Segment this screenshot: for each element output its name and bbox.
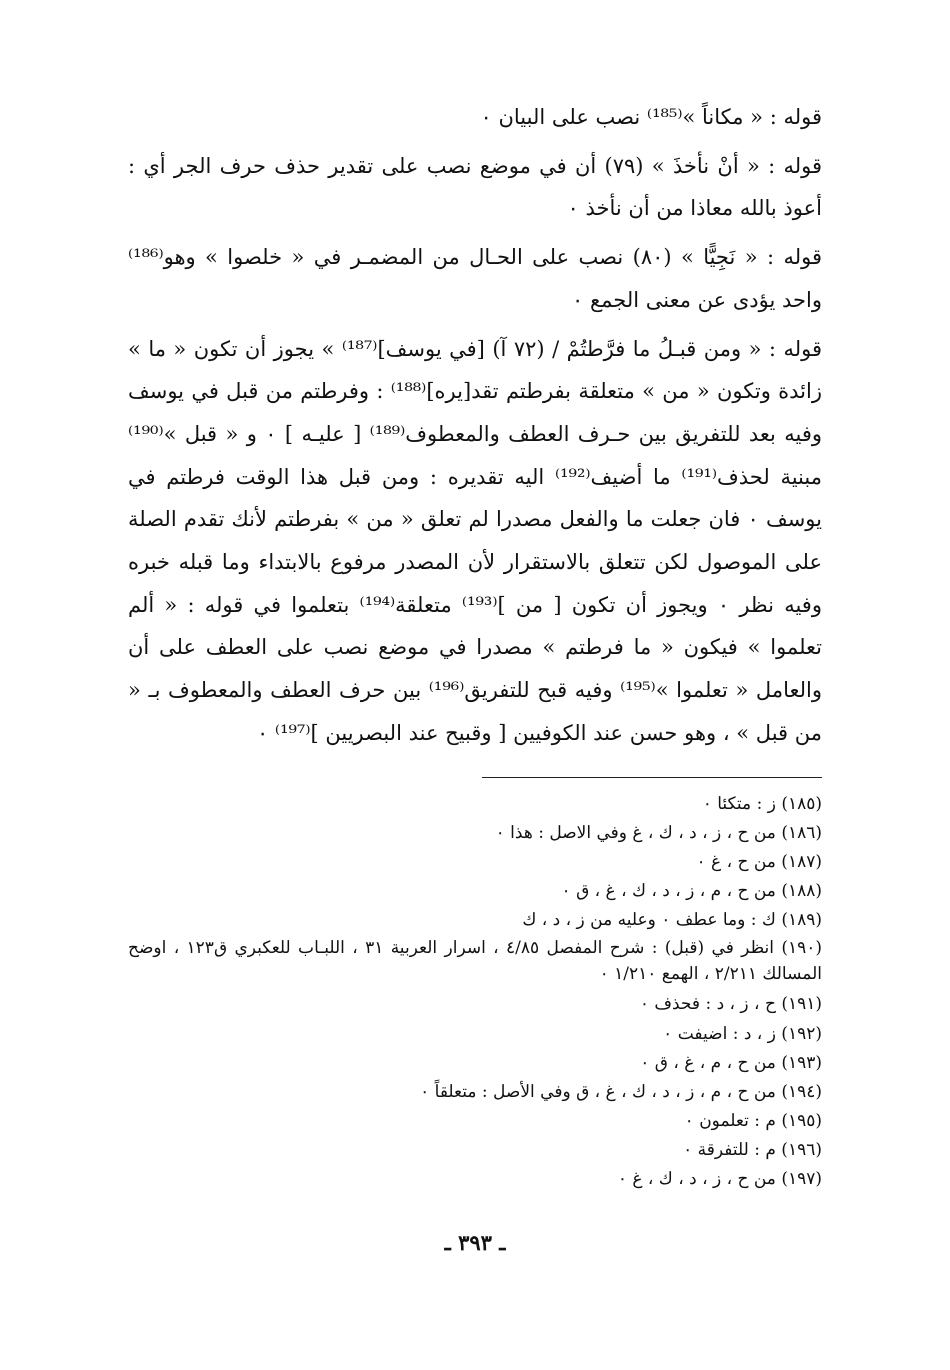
footnote-189: (١٨٩) ك : وما عطف ٠ وعليه من ز ، د ، ك [522,910,822,931]
footnote-187: (١٨٧) من ح ، غ ٠ [696,852,822,873]
page-number: ـ ٣٩٣ ـ [444,1230,506,1255]
footnote-185: (١٨٥) ز : متكئا ٠ [702,794,822,814]
footnote-195: (١٩٥) م : تعلمون ٠ [684,1110,822,1131]
footnote-191: (١٩١) ح ، ز ، د : فحذف ٠ [639,994,822,1015]
footnote-190: (١٩٠) انظر في (قبل) : شرح المفصل ٤/٨٥ ، اسرار العربية ٣١ ، اللبـاب للعكبري ق١٢٣ ، اوضح المسالك ٢/٢١١ ، الهمع ١/٢١٠ ٠ [128,938,822,985]
main-text-body [128,96,822,755]
paragraph-min-qabl: قوله : « ومن قبـلُ ما فرَّطتُمْ / (٧٢ آ) [في يوسف]⁽¹⁸⁷⁾ » يجوز أن تكون « ما » زائدة وتكون « من » متعلقة بفرطتم تقد[يره]⁽¹⁸⁸⁾ : وفرطتم من قبل في يوسف وفيه بعد للتفريق بين حـرف العطف والمعطوف⁽¹⁸⁹⁾ [ عليـه ] ٠ و « قبل »⁽¹⁹⁰⁾ مبنية لحذف⁽¹⁹¹⁾ ما أضيف⁽¹⁹²⁾ اليه تقديره : ومن قبل هذا الوقت فرطتم في يوسف ٠ فان جعلت ما والفعل مصدرا لم تعلق « من » بفرطتم لأنك تقدم الصلة على الموصول لكن تتعلق بالاستقرار لأن المصدر مرفوع بالابتداء وما قبله خبره وفيه نظر ٠ ويجوز أن تكون [ من ]⁽¹⁹³⁾ متعلقة⁽¹⁹⁴⁾ بتعلموا في قوله : « ألم تعلموا » فيكون « ما فرطتم » مصدرا في موضع نصب على العطف على أن والعامل « تعلموا »⁽¹⁹⁵⁾ وفيه قبح للتفريق⁽¹⁹⁶⁾ بين حرف العطف والمعطوف بـ « من قبل » ، وهو حسن عند الكوفيين [ وقبيح عند البصريين ]⁽¹⁹⁷⁾ ٠ [128,336,823,745]
footnote-197: (١٩٧) من ح ، ز ، د ، ك ، غ ٠ [617,1169,822,1190]
footnotes-list [128,790,822,1194]
footnote-186: (١٨٦) من ح ، ز ، د ، ك ، غ وفي الاصل : هذا ٠ [495,823,822,844]
footnote-193: (١٩٣) من ح ، م ، غ ، ق ٠ [640,1052,822,1073]
paragraph-an-nakhudh: قوله : « أنْ نأخذَ » (٧٩) أن في موضع نصب على تقدير حذف حرف الجر أي : أعوذ بالله معاذا من أن نأخذ ٠ [128,153,822,221]
footnote-194: (١٩٤) من ح ، م ، ز ، د ، ك ، غ ، ق وفي الأصل : متعلقاً ٠ [420,1081,822,1102]
footnote-divider [482,777,822,778]
footnote-196: (١٩٦) م : للتفرقة ٠ [683,1139,822,1160]
footnote-188: (١٨٨) من ح ، م ، ز ، د ، ك ، غ ، ق ٠ [561,881,822,902]
paragraph-makanan: قوله : « مكاناً »⁽¹⁸⁵⁾ نصب على البيان ٠ [480,105,822,129]
footnote-192: (١٩٢) ز ، د : اضيفت ٠ [663,1023,822,1044]
paragraph-najiyyan: قوله : « نَجِيًّا » (٨٠) نصب على الحـال من المضمـر في « خلصوا » وهو⁽¹⁸⁶⁾ واحد يؤدى عن معنى الجمع ٠ [128,245,822,312]
